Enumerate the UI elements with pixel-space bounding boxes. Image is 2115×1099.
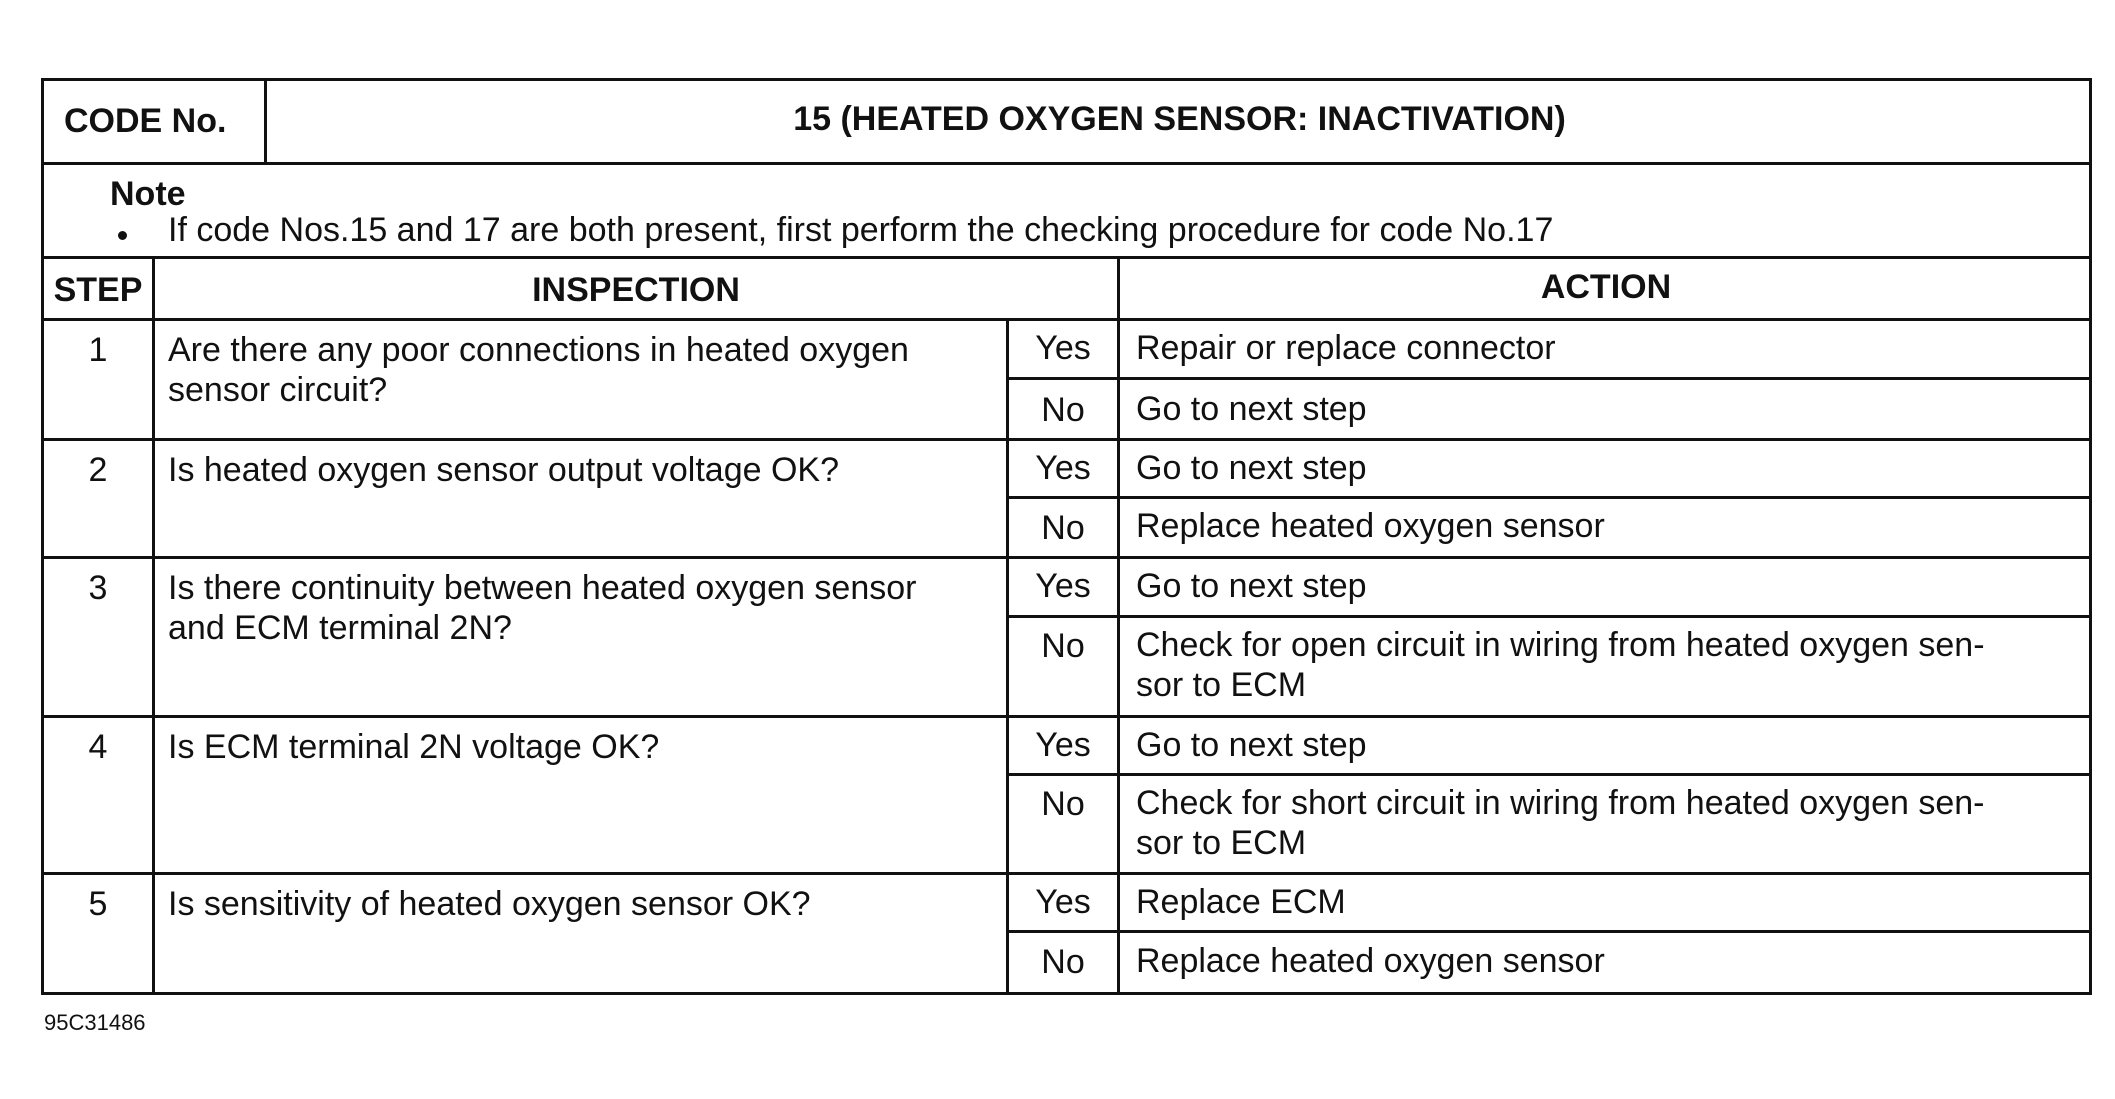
row-no-action-cont: sor to ECM [1136, 666, 1307, 704]
row-inspection: Is ECM terminal 2N voltage OK? [168, 728, 660, 766]
row-no-label: No [1041, 785, 1085, 823]
row-yes-action: Go to next step [1136, 567, 1367, 605]
row-yes-label: Yes [1035, 726, 1091, 764]
row-inspection-cont: and ECM terminal 2N? [168, 609, 512, 647]
row-yes-label: Yes [1035, 329, 1091, 367]
column-action: ACTION [1540, 268, 1672, 306]
row-inspection: Is there continuity between heated oxygen sensor [168, 569, 917, 607]
divider-step-col [152, 256, 155, 995]
divider-row2 [41, 556, 2092, 559]
divider-row1-mid [1006, 377, 2092, 380]
row-inspection: Is heated oxygen sensor output voltage OK? [168, 451, 840, 489]
row-no-action: Go to next step [1136, 390, 1367, 428]
row-no-action: Check for short circuit in wiring from heated oxygen sen- [1136, 784, 1985, 822]
row-yes-action: Go to next step [1136, 726, 1367, 764]
row-yes-label: Yes [1035, 567, 1091, 605]
row-no-action: Check for open circuit in wiring from heated oxygen sen- [1136, 626, 1985, 664]
bullet-icon [118, 231, 127, 240]
row-yes-action: Repair or replace connector [1136, 329, 1556, 367]
figure-id: 95C31486 [44, 1010, 146, 1035]
row-step: 1 [88, 331, 108, 369]
divider-row3-mid [1006, 615, 2092, 618]
row-no-label: No [1041, 943, 1085, 981]
row-no-label: No [1041, 391, 1085, 429]
divider-row3 [41, 715, 2092, 718]
note-title: Note [110, 175, 186, 213]
row-inspection: Are there any poor connections in heated oxygen [168, 331, 909, 369]
row-no-action: Replace heated oxygen sensor [1136, 507, 1605, 545]
divider-note [41, 256, 2092, 259]
divider-row4 [41, 872, 2092, 875]
row-step: 3 [88, 569, 108, 607]
column-step: STEP [53, 271, 143, 309]
note-text: If code Nos.15 and 17 are both present, first perform the checking procedure for code No.17 [168, 211, 1554, 249]
row-yes-action: Go to next step [1136, 449, 1367, 487]
row-step: 2 [88, 451, 108, 489]
row-no-label: No [1041, 509, 1085, 547]
column-inspection: INSPECTION [532, 271, 740, 309]
row-no-action-cont: sor to ECM [1136, 824, 1307, 862]
row-yes-label: Yes [1035, 883, 1091, 921]
row-inspection: Is sensitivity of heated oxygen sensor OK? [168, 885, 811, 923]
divider-action-col [1117, 256, 1120, 995]
row-step: 4 [88, 728, 108, 766]
divider-columns [41, 318, 2092, 321]
divider-row5-mid [1006, 930, 2092, 933]
divider-row2-mid [1006, 496, 2092, 499]
code-title: 15 (HEATED OXYGEN SENSOR: INACTIVATION) [793, 100, 1566, 138]
row-step: 5 [88, 885, 108, 923]
row-no-action: Replace heated oxygen sensor [1136, 942, 1605, 980]
row-inspection-cont: sensor circuit? [168, 371, 388, 409]
divider-row1 [41, 438, 2092, 441]
row-yes-action: Replace ECM [1136, 883, 1346, 921]
divider-row4-mid [1006, 773, 2092, 776]
code-label: CODE No. [64, 102, 227, 140]
row-no-label: No [1041, 627, 1085, 665]
divider-header [41, 162, 2092, 165]
row-yes-label: Yes [1035, 449, 1091, 487]
